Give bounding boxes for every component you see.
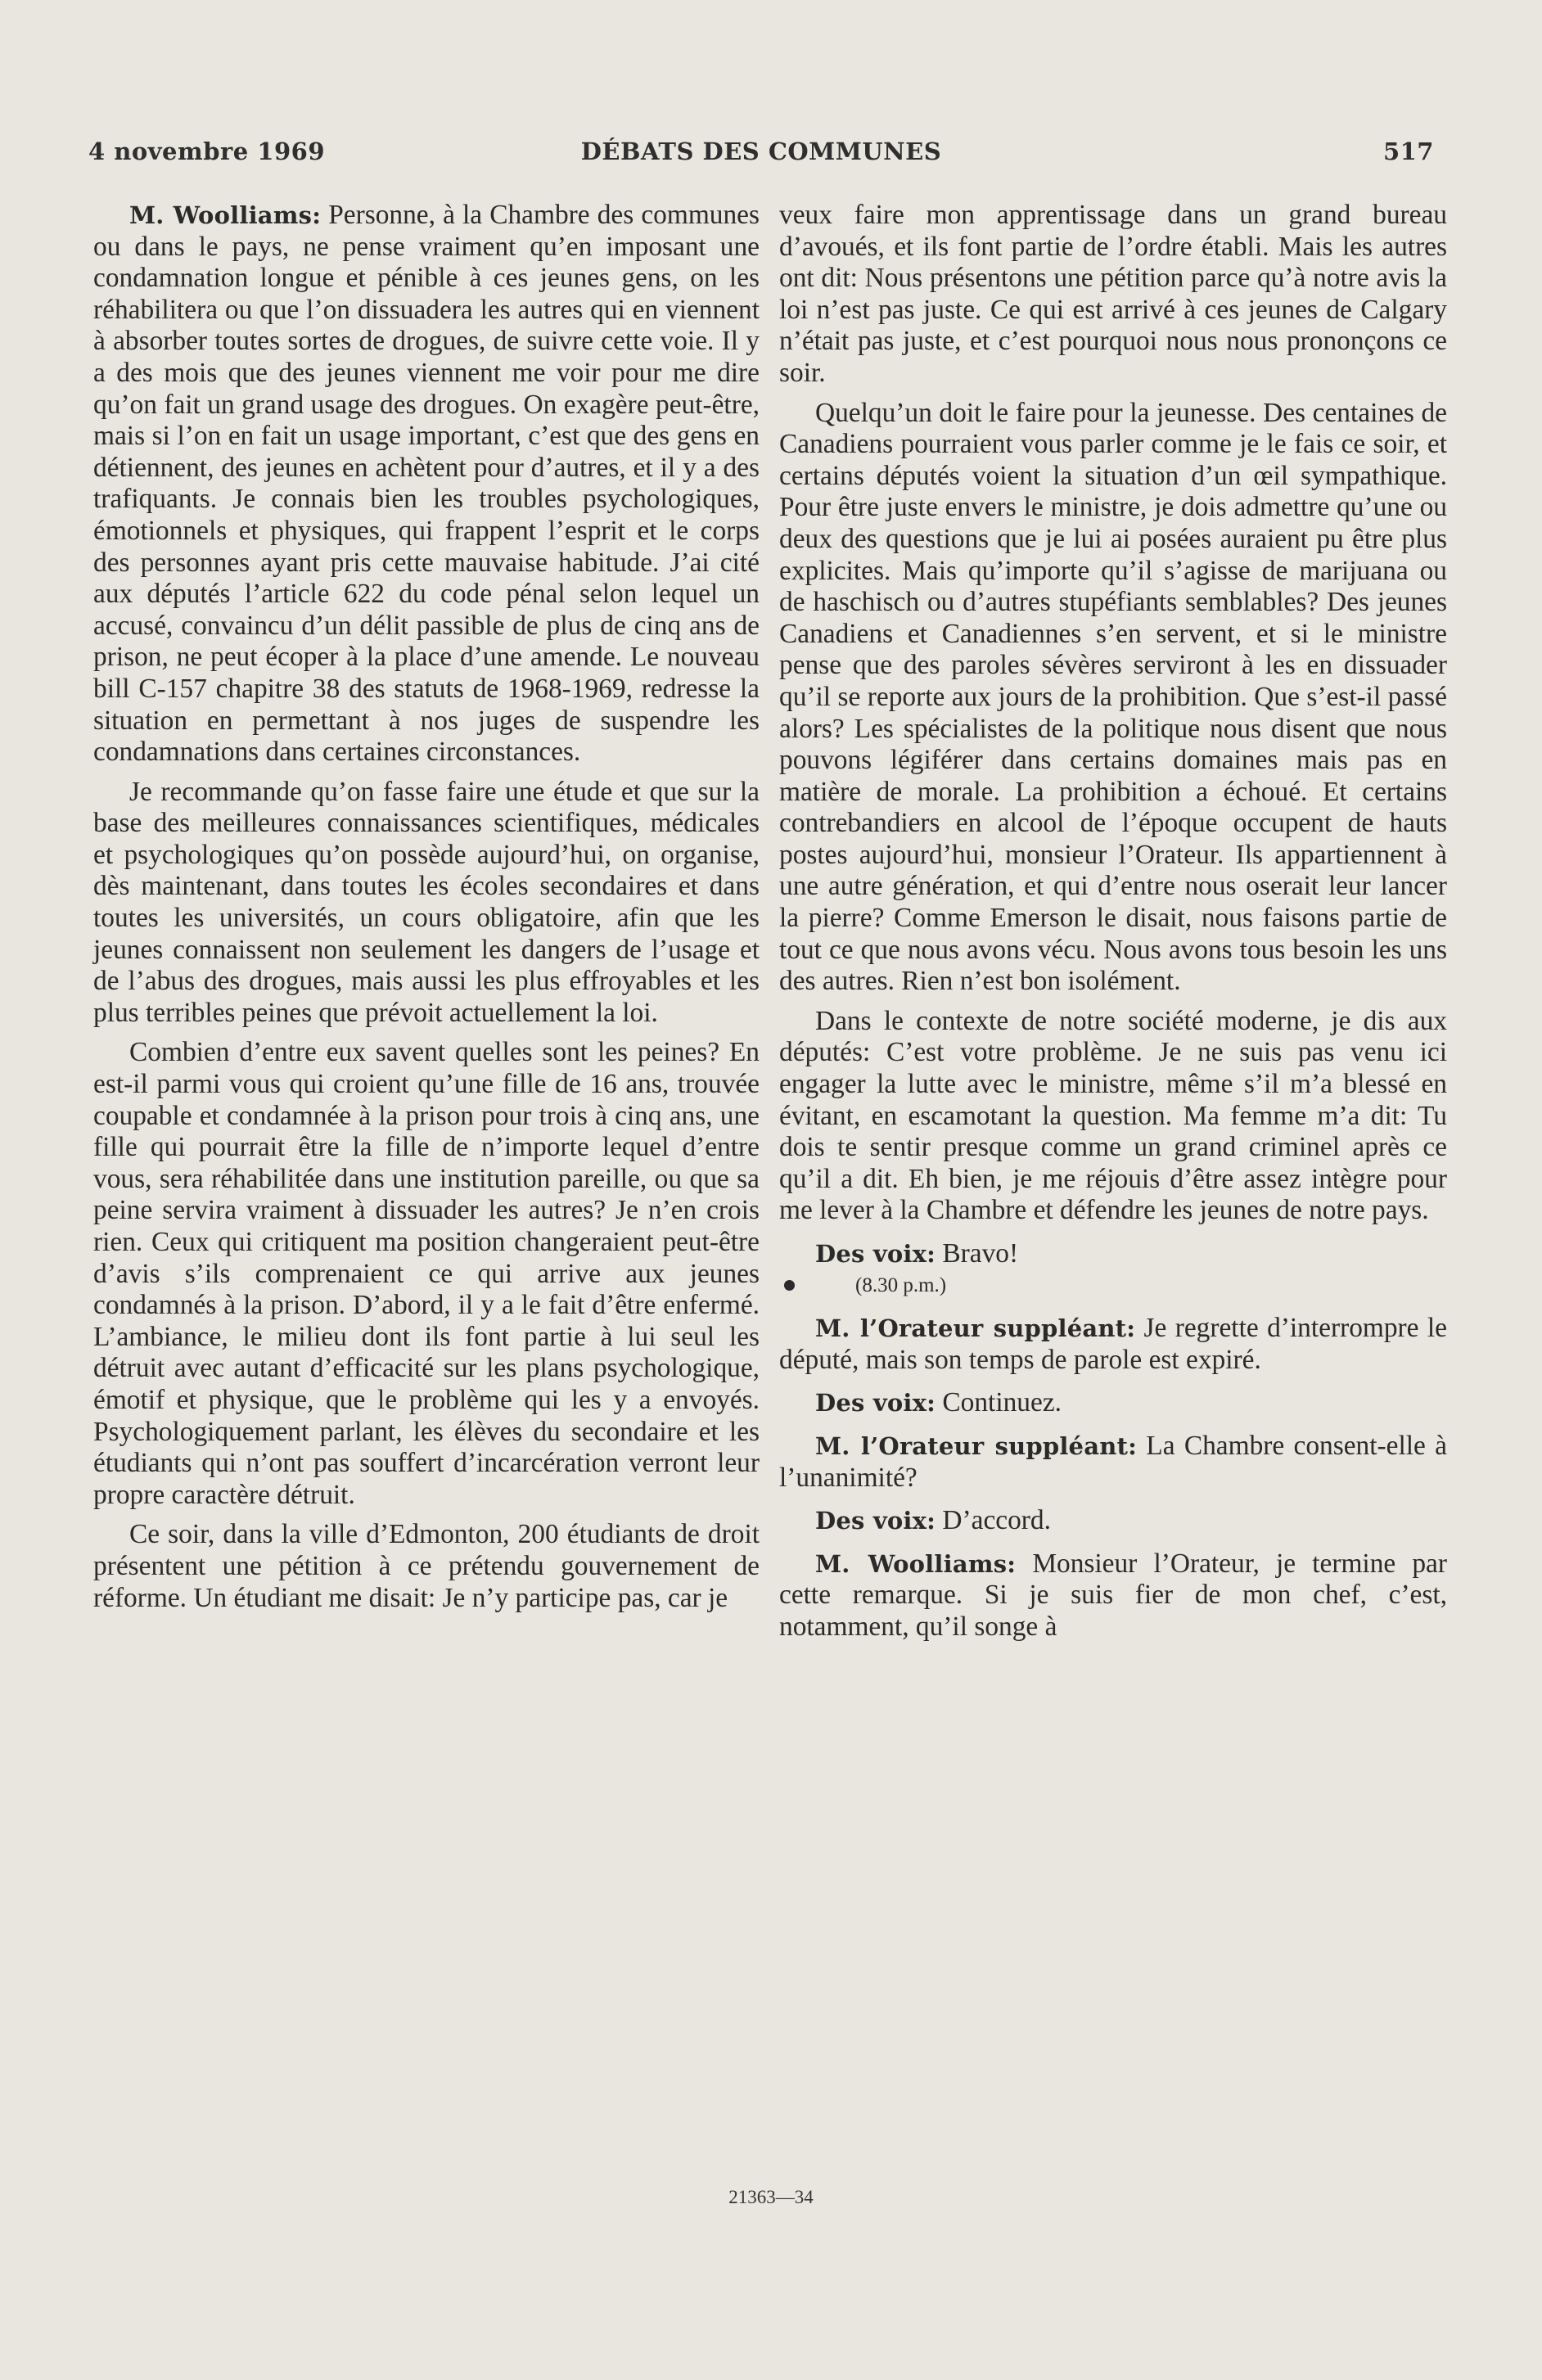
right-column (779, 200, 1447, 1643)
speaker-name: M. l’Orateur suppléant: (815, 1431, 1137, 1460)
page-header (88, 137, 1434, 170)
interjection (779, 1387, 1447, 1419)
speech-text: D’accord. (942, 1505, 1051, 1536)
paragraph: Combien d’entre eux savent quelles sont les peines? En est-il parmi vous qui croient qu’une fille de 16 ans, trouvée coupable et condamnée à la prison pour trois à cinq ans, une fille qui pourrait être la fille de n’importe lequel d’entre vous, sera réhabilitée dans une institution pareille, ou que sa peine servira vraiment à dissuader les autres? Je n’en crois rien. Ceux qui critiquent ma position changeraient peut-être d’avis s’ils comprenaient ce qui arrive aux jeunes condamnés à la prison. D’abord, il y a le fait d’être enfermé. L’ambiance, le milieu dont ils font partie à lui seul les détruit avec autant d’efficacité sur les plans psychologique, émotif et physique, que le problème qui les y a envoyés. Psychologiquement parlant, les élèves du secondaire et les étudiants qui n’ont pas souffert d’incarcération verront leur propre caractère détruit. (93, 1037, 760, 1510)
speech-text: La Chambre consent-elle à l’unanimité? (779, 1430, 1447, 1493)
speech-text: Monsieur l’Orateur, je termine par cette remarque. Si je suis fier de mon chef, c’est, notamment, qu’il songe à (779, 1548, 1447, 1642)
paragraph: Dans le contexte de notre société moderne, je dis aux députés: C’est votre problème. Je ne suis pas venu ici engager la lutte avec le ministre, même s’il m’a blessé en évitant, en escamotant la question. Ma femme m’a dit: Tu dois te sentir presque comme un grand criminel après ce qu’il a dit. Eh bien, je me réjouis d’être assez intègre pour me lever à la Chambre et défendre les jeunes de notre pays. (779, 1005, 1447, 1226)
time-stamp (779, 1270, 1447, 1302)
paragraph (93, 200, 760, 769)
speaker-name: M. Woolliams: (815, 1549, 1017, 1578)
speaker-name: Des voix: (815, 1507, 936, 1535)
speaker-name: Des voix: (815, 1389, 936, 1418)
paragraph: veux faire mon apprentissage dans un grand bureau d’avoués, et ils font partie de l’ordre établi. Mais les autres ont dit: Nous présentons une pétition parce qu’à notre avis la loi n’est pas juste. Ce qui est arrivé à ces jeunes de Calgary n’était pas juste, et c’est pourquoi nous nous prononçons ce soir. (779, 200, 1447, 388)
paragraph (779, 1548, 1447, 1643)
speaker-name: M. Woolliams: (129, 201, 322, 229)
paragraph: Quelqu’un doit le faire pour la jeunesse. Des centaines de Canadiens pourraient vous parler comme je le fais ce soir, et certains députés voient la situation d’un œil sympathique. Pour être juste envers le ministre, je dois admettre qu’une ou deux des questions que je lui ai posées auraient pu être plus explicites. Mais qu’importe qu’il s’agisse de marijuana ou de haschisch ou d’autres stupéfiants semblables? Des jeunes Canadiens et Canadiennes s’en servent, et si le ministre pense que des paroles sévères serviront à les en dissuader qu’il se reporte aux jours de la prohibition. Que s’est-il passé alors? Les spécialistes de la politique nous disent que nous pouvons légiférer dans certains domaines mais pas en matière de morale. La prohibition a échoué. Et certains contrebandiers en alcool de l’époque occupent de hauts postes aujourd’hui, monsieur l’Orateur. Ils appartiennent à une autre génération, et qui d’entre nous oserait leur lancer la pierre? Comme Emerson le disait, nous faisons partie de tout ce que nous avons vécu. Nous avons tous besoin les uns des autres. Rien n’est bon isolément. (779, 397, 1447, 997)
page-footer (0, 2187, 1542, 2208)
speaker-name: Des voix: (815, 1240, 936, 1268)
speech-text: Bravo! (942, 1238, 1019, 1269)
paragraph: Ce soir, dans la ville d’Edmonton, 200 étudiants de droit présentent une pétition à ce prétendu gouvernement de réforme. Un étudiant me disait: Je n’y participe pas, car je (93, 1519, 760, 1613)
header-title: DÉBATS DES COMMUNES (580, 137, 942, 165)
header-date: 4 novembre 1969 (88, 137, 326, 165)
interjection (779, 1431, 1447, 1494)
speech-text: Je regrette d’interrompre le député, mais son temps de parole est expiré. (779, 1313, 1447, 1375)
speech-text: Continuez. (942, 1387, 1062, 1418)
page-number: 517 (1382, 137, 1434, 165)
interjection (779, 1313, 1447, 1376)
interjection (779, 1238, 1447, 1270)
paragraph: Je recommande qu’on fasse faire une étude et que sur la base des meilleures connaissances scientifiques, médicales et psychologiques qu’on possède aujourd’hui, on organise, dès maintenant, dans toutes les écoles secondaires et dans toutes les universités, un cours obligatoire, afin que les jeunes connaissent non seulement les dangers de l’usage et de l’abus des drogues, mais aussi les plus effroyables et les plus terribles peines que prévoit actuellement la loi. (93, 776, 760, 1028)
time-text: (8.30 p.m.) (855, 1273, 947, 1296)
speaker-name: M. l’Orateur suppléant: (815, 1314, 1136, 1343)
print-code: 21363—34 (728, 2187, 814, 2207)
bullet-icon (784, 1280, 795, 1291)
speech-text: Personne, à la Chambre des communes ou dans le pays, ne pense vraiment qu’en imposant une condamnation longue et pénible à ces jeunes gens, on les réhabilitera ou que l’on dissuadera les autres qui en viennent à absorber toutes sortes de drogues, de suivre cette voie. Il y a des mois que des jeunes viennent me voir pour me dire qu’on fait un grand usage des drogues. On exagère peut-être, mais si l’on en fait un usage important, c’est que des gens en détiennent, des jeunes en achètent pour d’autres, et il y a des trafiquants. Je connais bien les troubles psychologiques, émotionnels et physiques, qui frappent l’esprit et le corps des personnes ayant pris cette mauvaise habitude. J’ai cité aux députés l’article 622 du code pénal selon lequel un accusé, convaincu d’un délit passible de plus de cinq ans de prison, ne peut écoper à la place d’une amende. Le nouveau bill C-157 chapitre 38 des statuts de 1968-1969, redresse la situation en permettant à nos juges de suspendre les condamnations dans certaines circonstances. (93, 200, 760, 768)
interjection (779, 1505, 1447, 1537)
left-column (93, 200, 760, 1614)
